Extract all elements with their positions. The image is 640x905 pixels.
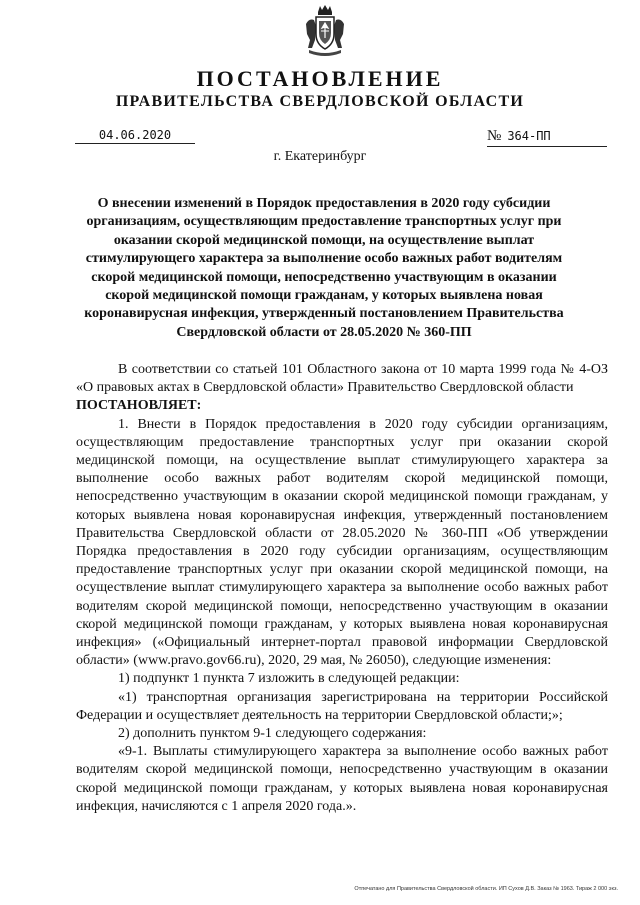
- document-heading: О внесении изменений в Порядок предоставления в 2020 году субсидии организациям, осуществляющим предоставление транспортных услуг при оказании скорой медицинской помощи, на осуществление выплат стимулирующего характера за выполнение особо важных работ водителям скорой медицинской помощи, непосредственно участвующим в оказании скорой медицинской помощи гражданам, у которых выявлена новая коронавирусная инфекция, утвержденный постановлением Правительства Свердловской области от 28.05.2020 № 360-ПП: [84, 196, 564, 340]
- preamble-paragraph: В соответствии со статьей 101 Областного закона от 10 марта 1999 года № 4-ОЗ «О правовых актах в Свердловской области» Правительство Свердловской области: [76, 362, 608, 396]
- document-type-title: ПОСТАНОВЛЕНИЕ: [196, 66, 444, 91]
- city: г. Екатеринбург: [273, 149, 367, 164]
- subitem-2-paragraph: 2) дополнить пунктом 9-1 следующего содержания:: [118, 726, 427, 742]
- print-imprint: Отпечатано для Правительства Свердловской области. ИП Сухов Д.В. Заказ № 1963. Тираж 2 000 экз.: [354, 886, 618, 892]
- item-1-paragraph: 1. Внести в Порядок предоставления в 2020 году субсидии организациям, осуществляющим предоставление транспортных услуг при оказании скорой медицинской помощи, на осуществление выплат стимулирующего характера за выполнение особо важных работ водителям скорой медицинской помощи, непосредственно участвующим в оказании скорой медицинской помощи гражданам, у которых выявлена новая коронавирусная инфекция, утвержденный постановлением Правительства Свердловской области от 28.05.2020 № 360-ПП «Об утверждении Порядка предоставления в 2020 году субсидии организациям, осуществляющим предоставление транспортных услуг при оказании скорой медицинской помощи, на осуществление выплат стимулирующего характера за выполнение особо важных работ водителям скорой медицинской помощи, непосредственно участвующим в оказании скорой медицинской помощи гражданам, у которых выявлена новая коронавирусная инфекция» («Официальный интернет-портал правовой информации Свердловской области» (www.pravo.gov66.ru), 2020, 29 мая, № 26050), следующие изменения:: [76, 416, 608, 669]
- subitem-1-paragraph: 1) подпункт 1 пункта 7 изложить в следующей редакции:: [118, 671, 460, 687]
- number-label: №: [487, 128, 502, 144]
- document-date: 04.06.2020: [75, 128, 195, 144]
- document-body: [76, 361, 608, 816]
- issuing-authority: ПРАВИТЕЛЬСТВА СВЕРДЛОВСКОЙ ОБЛАСТИ: [115, 93, 525, 110]
- subitem-1-text-paragraph: «1) транспортная организация зарегистрирована на территории Российской Федерации и осуществляет деятельность на территории Свердловской области;»;: [76, 689, 608, 723]
- sverdlovsk-coat-of-arms-icon: [303, 4, 347, 60]
- subitem-2-text-paragraph: «9-1. Выплаты стимулирующего характера за выполнение особо важных работ водителям скорой медицинской помощи, непосредственно участвующим в оказании скорой медицинской помощи гражданам, у которых выявлена новая коронавирусная инфекция, начисляются с 1 апреля 2020 года.».: [76, 744, 608, 814]
- resolve-heading: ПОСТАНОВЛЯЕТ:: [76, 398, 202, 414]
- number-value: 364-ПП: [507, 129, 551, 143]
- document-number: [487, 128, 607, 147]
